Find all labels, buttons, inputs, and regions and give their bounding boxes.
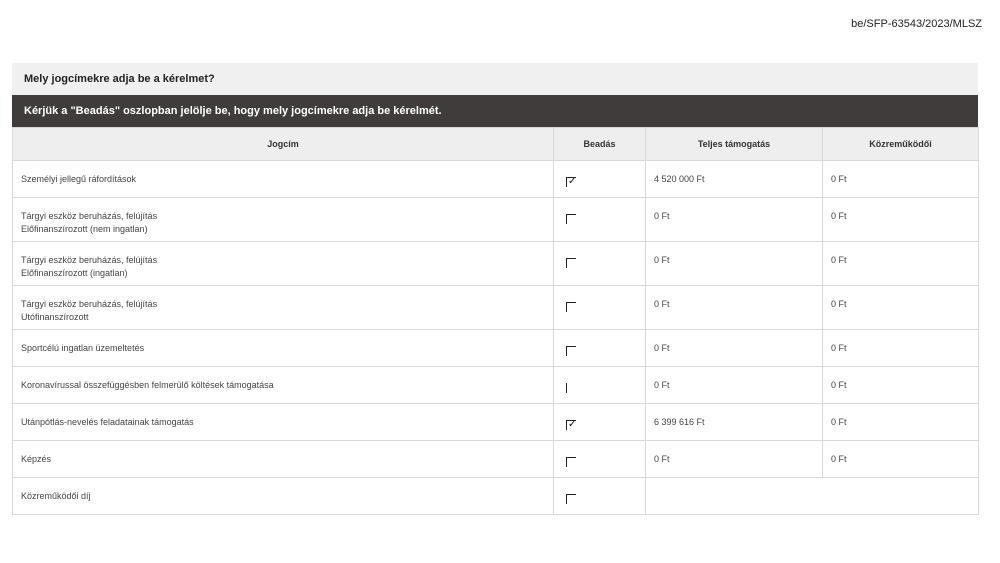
contributor-value: 0 Ft bbox=[823, 286, 979, 330]
claim-name-cell bbox=[13, 330, 554, 367]
table-row bbox=[13, 161, 979, 198]
document-reference: be/SFP-63543/2023/MLSZ bbox=[851, 18, 982, 30]
claim-name-cell bbox=[13, 441, 554, 478]
total-support-value: 4 520 000 Ft bbox=[646, 161, 823, 198]
claim-name-cell bbox=[13, 161, 554, 198]
submit-checkbox[interactable] bbox=[566, 346, 576, 356]
submit-checkbox[interactable] bbox=[566, 302, 576, 312]
submit-checkbox[interactable] bbox=[566, 177, 576, 187]
submit-cell bbox=[554, 404, 646, 441]
claim-name-cell bbox=[13, 198, 554, 242]
claim-name: Személyi jellegű ráfordítások bbox=[21, 174, 137, 184]
contributor-value: 0 Ft bbox=[823, 367, 979, 404]
submit-checkbox[interactable] bbox=[566, 383, 576, 393]
table-row bbox=[13, 198, 979, 242]
contributor-value: 0 Ft bbox=[823, 242, 979, 286]
header-jogcim: Jogcím bbox=[13, 128, 554, 161]
claim-name-cell bbox=[13, 478, 554, 515]
claim-name: Sportcélú ingatlan üzemeltetés bbox=[21, 343, 145, 353]
claim-name: Koronavírussal összefüggésben felmerülő költések támogatása bbox=[21, 380, 274, 390]
claim-name-cell bbox=[13, 242, 554, 286]
table-row bbox=[13, 478, 979, 515]
table-row bbox=[13, 404, 979, 441]
table-row bbox=[13, 330, 979, 367]
claim-name: Tárgyi eszköz beruházás, felújítás bbox=[21, 211, 158, 221]
claim-subtype: Utófinanszírozott bbox=[21, 312, 89, 322]
submit-cell bbox=[554, 161, 646, 198]
table-row bbox=[13, 286, 979, 330]
contributor-value: 0 Ft bbox=[823, 330, 979, 367]
table-row bbox=[13, 441, 979, 478]
contributor-value: 0 Ft bbox=[823, 404, 979, 441]
claim-name-cell bbox=[13, 286, 554, 330]
application-form bbox=[12, 63, 978, 515]
total-support-value: 0 Ft bbox=[646, 242, 823, 286]
claims-table bbox=[12, 127, 979, 515]
total-support-value: 0 Ft bbox=[646, 441, 823, 478]
claim-subtype: Előfinanszírozott (ingatlan) bbox=[21, 268, 128, 278]
submit-cell bbox=[554, 198, 646, 242]
table-header-row bbox=[13, 128, 979, 161]
header-teljes-tamogatas: Teljes támogatás bbox=[646, 128, 823, 161]
claim-name: Tárgyi eszköz beruházás, felújítás bbox=[21, 255, 158, 265]
contributor-value: 0 Ft bbox=[823, 198, 979, 242]
submit-cell bbox=[554, 478, 646, 515]
total-support-value: 0 Ft bbox=[646, 367, 823, 404]
submit-cell bbox=[554, 286, 646, 330]
contributor-value: 0 Ft bbox=[823, 161, 979, 198]
instruction-bar: Kérjük a "Beadás" oszlopban jelölje be, hogy mely jogcímekre adja be kérelmét. bbox=[12, 95, 978, 127]
submit-cell bbox=[554, 367, 646, 404]
submit-cell bbox=[554, 242, 646, 286]
submit-cell bbox=[554, 330, 646, 367]
claim-name: Utánpótlás-nevelés feladatainak támogatás bbox=[21, 417, 194, 427]
empty-merged-cell bbox=[646, 478, 979, 515]
claim-name: Tárgyi eszköz beruházás, felújítás bbox=[21, 299, 158, 309]
header-beadas: Beadás bbox=[554, 128, 646, 161]
submit-checkbox[interactable] bbox=[566, 494, 576, 504]
header-kozremukodoi: Közreműködői bbox=[823, 128, 979, 161]
total-support-value: 0 Ft bbox=[646, 286, 823, 330]
total-support-value: 6 399 616 Ft bbox=[646, 404, 823, 441]
table-row bbox=[13, 242, 979, 286]
contributor-value: 0 Ft bbox=[823, 441, 979, 478]
claim-name: Képzés bbox=[21, 454, 52, 464]
claim-name-cell bbox=[13, 367, 554, 404]
total-support-value: 0 Ft bbox=[646, 330, 823, 367]
submit-checkbox[interactable] bbox=[566, 258, 576, 268]
claim-subtype: Előfinanszírozott (nem ingatlan) bbox=[21, 224, 148, 234]
claim-name: Közreműködői díj bbox=[21, 491, 91, 501]
question-heading: Mely jogcímekre adja be a kérelmet? bbox=[12, 63, 978, 95]
table-row bbox=[13, 367, 979, 404]
submit-checkbox[interactable] bbox=[566, 457, 576, 467]
submit-checkbox[interactable] bbox=[566, 214, 576, 224]
submit-checkbox[interactable] bbox=[566, 420, 576, 430]
submit-cell bbox=[554, 441, 646, 478]
claim-name-cell bbox=[13, 404, 554, 441]
total-support-value: 0 Ft bbox=[646, 198, 823, 242]
